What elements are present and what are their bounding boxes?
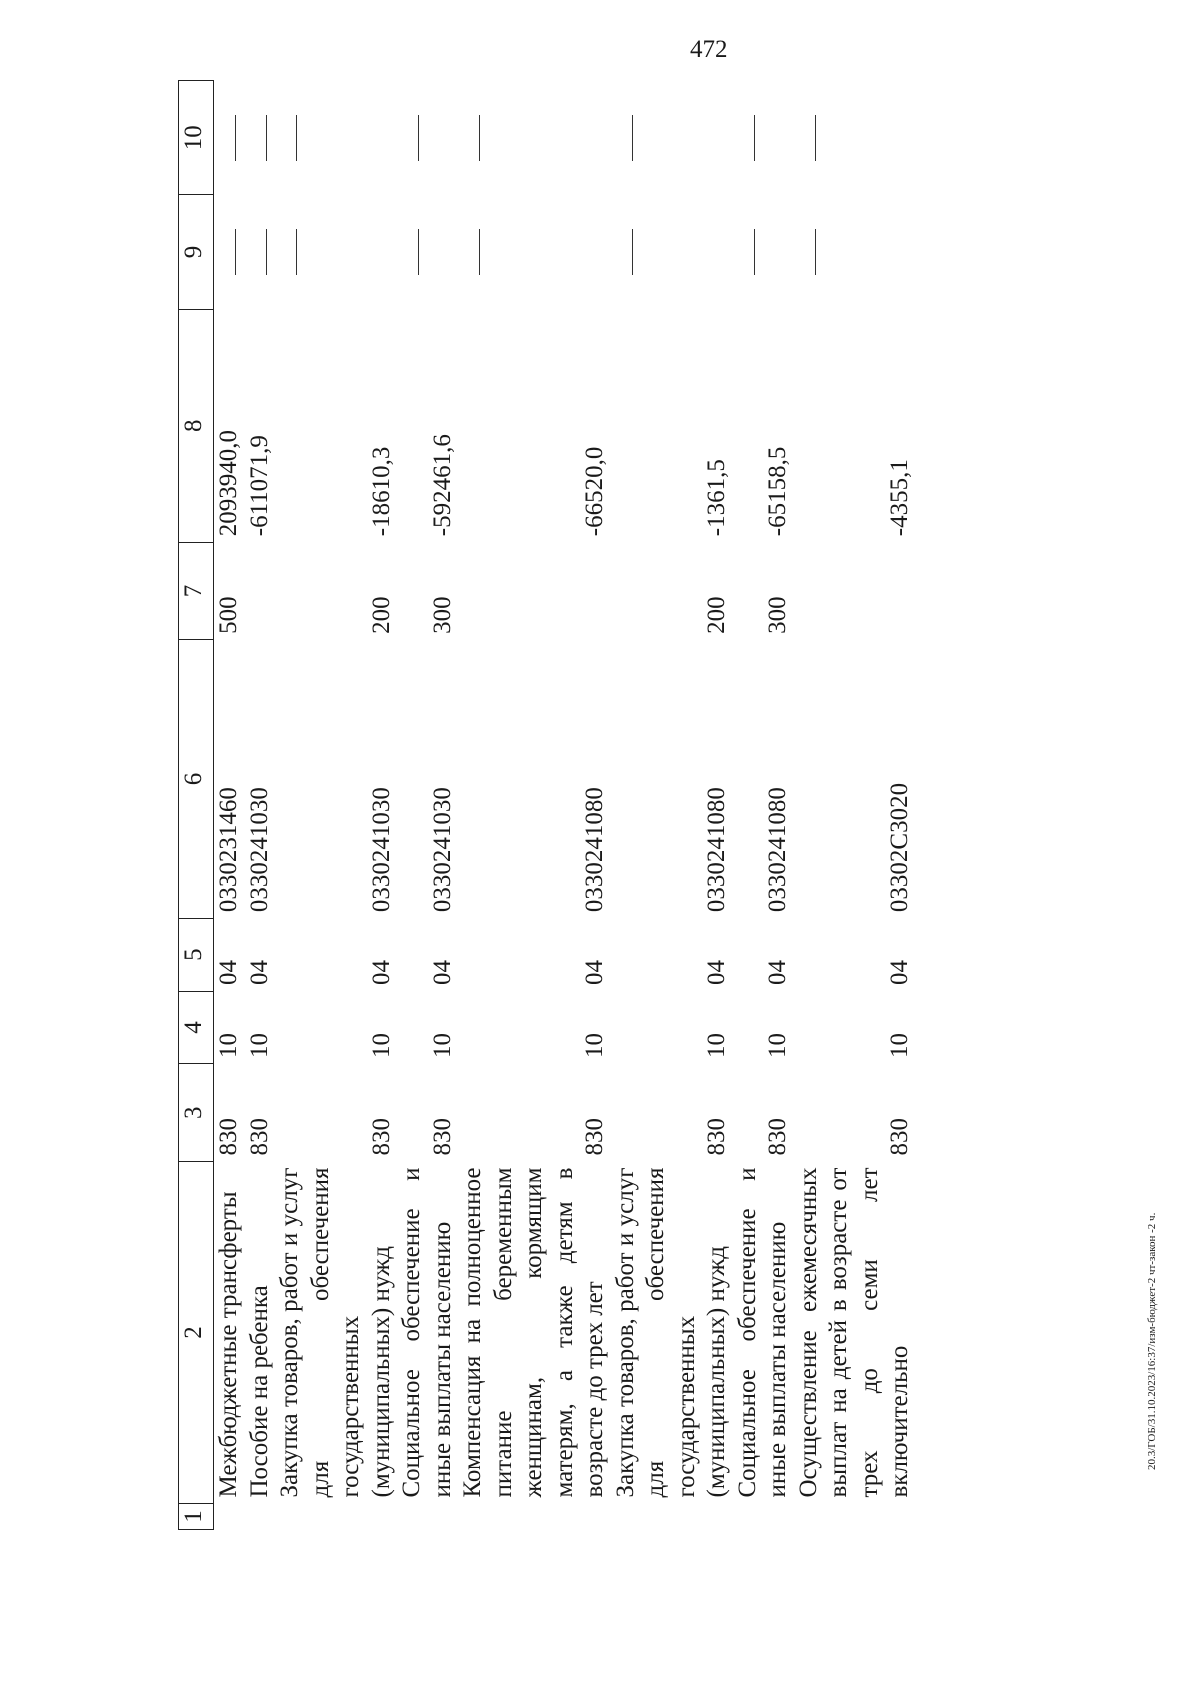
cell-name: Межбюджетные трансферты — [215, 1191, 242, 1498]
cell-dash-9 — [275, 195, 397, 309]
cell-dash-9 — [611, 195, 733, 309]
cell-code-4: 10 — [367, 1032, 395, 1058]
cell-col1 — [611, 1504, 733, 1530]
dash-mark — [754, 229, 755, 275]
table-row — [458, 81, 611, 1530]
col-header-3: 3 — [179, 1064, 214, 1162]
cell-code-5: 04 — [245, 960, 273, 986]
cell-code-6: 03302С3020 — [886, 782, 913, 913]
budget-table — [178, 80, 916, 1530]
cell-code-3: 830 — [886, 1118, 913, 1156]
cell-dash-10 — [214, 81, 245, 195]
cell-name: Социальное обеспечение и иные выплаты населению — [733, 1167, 791, 1498]
col-header-2: 2 — [179, 1162, 214, 1504]
dash-mark — [235, 115, 236, 161]
cell-name: Осуществление ежемесячных выплат на детей в возрасте от трех до семи лет включительно — [794, 1167, 913, 1498]
cell-code-7 — [794, 542, 916, 640]
cell-code-3: 830 — [703, 1118, 730, 1156]
cell-amount: -1361,5 — [703, 459, 730, 537]
cell-code-5: 04 — [367, 960, 395, 986]
cell-name: Компенсация на полноценное питание беременным женщинам, кормящим матерям, а также детям в возрасте до трех лет — [459, 1167, 608, 1498]
table-row — [275, 81, 397, 1530]
cell-code-7: 300 — [764, 596, 791, 634]
dash-mark — [754, 115, 755, 161]
cell-name: Социальное обеспечение и иные выплаты населению — [398, 1167, 456, 1498]
table-row — [611, 81, 733, 1530]
cell-dash-9 — [397, 195, 458, 309]
cell-code-6: 0330241030 — [367, 787, 395, 913]
cell-amount: -592461,6 — [428, 434, 456, 537]
dash-mark — [235, 229, 236, 275]
cell-amount: -4355,1 — [886, 459, 913, 537]
cell-amount: -18610,3 — [367, 446, 395, 537]
col-header-5: 5 — [179, 918, 214, 991]
dash-mark — [479, 229, 480, 275]
cell-code-4: 10 — [215, 1032, 242, 1058]
page-number: 472 — [690, 36, 728, 63]
dash-mark — [479, 115, 480, 161]
cell-code-6: 0330241030 — [245, 787, 273, 913]
cell-dash-9 — [733, 195, 794, 309]
cell-col1 — [794, 1504, 916, 1530]
col-header-10: 10 — [179, 81, 214, 195]
footer-code: 20.3/ГОБ/31.10.2023/16:37/изм-бюджет-2 чт-закон -2 ч. — [1146, 1212, 1158, 1470]
cell-code-3: 830 — [215, 1118, 242, 1156]
cell-code-5: 04 — [703, 960, 730, 986]
cell-code-7: 500 — [215, 596, 242, 634]
col-header-4: 4 — [179, 991, 214, 1064]
table-row — [733, 81, 794, 1530]
cell-code-4: 10 — [581, 1032, 608, 1058]
cell-code-5: 04 — [886, 960, 913, 986]
cell-col1 — [214, 1504, 245, 1530]
cell-code-5: 04 — [428, 960, 456, 986]
cell-code-5: 04 — [581, 960, 608, 986]
cell-code-6: 0330231460 — [215, 787, 242, 913]
cell-code-7: 300 — [428, 596, 456, 634]
col-header-6: 6 — [179, 640, 214, 918]
col-header-9: 9 — [179, 195, 214, 309]
cell-code-4: 10 — [245, 1032, 273, 1058]
cell-dash-9 — [794, 195, 916, 309]
dash-mark — [815, 229, 816, 275]
cell-col1 — [245, 1504, 276, 1530]
cell-code-6: 0330241030 — [428, 787, 456, 913]
cell-amount: 2093940,0 — [215, 430, 242, 537]
cell-code-7: 200 — [703, 596, 730, 634]
cell-dash-9 — [214, 195, 245, 309]
cell-code-3: 830 — [245, 1118, 273, 1156]
cell-code-7 — [458, 542, 611, 640]
table-header-row — [179, 81, 214, 1530]
col-header-8: 8 — [179, 309, 214, 542]
cell-code-3: 830 — [764, 1118, 791, 1156]
cell-code-3: 830 — [428, 1118, 456, 1156]
cell-code-4: 10 — [428, 1032, 456, 1058]
cell-code-5: 04 — [764, 960, 791, 986]
cell-code-6: 0330241080 — [581, 787, 608, 913]
cell-dash-10 — [611, 81, 733, 195]
rotated-table-wrapper — [178, 80, 1138, 1530]
col-header-1: 1 — [179, 1504, 214, 1530]
dash-mark — [632, 115, 633, 161]
cell-code-4: 10 — [703, 1032, 730, 1058]
cell-code-3: 830 — [367, 1118, 395, 1156]
cell-dash-10 — [733, 81, 794, 195]
cell-code-4: 10 — [764, 1032, 791, 1058]
cell-dash-10 — [794, 81, 916, 195]
cell-col1 — [275, 1504, 397, 1530]
cell-dash-9 — [458, 195, 611, 309]
cell-amount: -611071,9 — [245, 435, 273, 537]
table-row — [214, 81, 245, 1530]
table-row — [397, 81, 458, 1530]
cell-name: Пособие на ребенка — [245, 1285, 273, 1498]
col-header-7: 7 — [179, 542, 214, 640]
cell-code-3: 830 — [581, 1118, 608, 1156]
cell-col1 — [458, 1504, 611, 1530]
cell-code-5: 04 — [215, 960, 242, 986]
cell-dash-10 — [458, 81, 611, 195]
cell-col1 — [397, 1504, 458, 1530]
dash-mark — [632, 229, 633, 275]
dash-mark — [296, 115, 297, 161]
cell-dash-10 — [275, 81, 397, 195]
cell-code-7: 200 — [367, 596, 395, 634]
dash-mark — [418, 229, 419, 275]
dash-mark — [266, 229, 267, 275]
cell-code-6: 0330241080 — [703, 787, 730, 913]
cell-code-6: 0330241080 — [764, 787, 791, 913]
table-row — [794, 81, 916, 1530]
cell-dash-10 — [397, 81, 458, 195]
dash-mark — [418, 115, 419, 161]
dash-mark — [815, 115, 816, 161]
cell-dash-10 — [245, 81, 276, 195]
cell-amount: -66520,0 — [581, 446, 608, 537]
cell-name: Закупка товаров, работ и услуг для обеспечения государственных (муниципальных) нужд — [611, 1167, 730, 1498]
dash-mark — [296, 229, 297, 275]
dash-mark — [266, 115, 267, 161]
cell-col1 — [733, 1504, 794, 1530]
cell-amount: -65158,5 — [764, 446, 791, 537]
cell-name: Закупка товаров, работ и услуг для обеспечения государственных (муниципальных) нужд — [276, 1167, 395, 1498]
table-row — [245, 81, 276, 1530]
cell-dash-9 — [245, 195, 276, 309]
cell-code-7 — [245, 542, 276, 640]
cell-code-4: 10 — [886, 1032, 913, 1058]
